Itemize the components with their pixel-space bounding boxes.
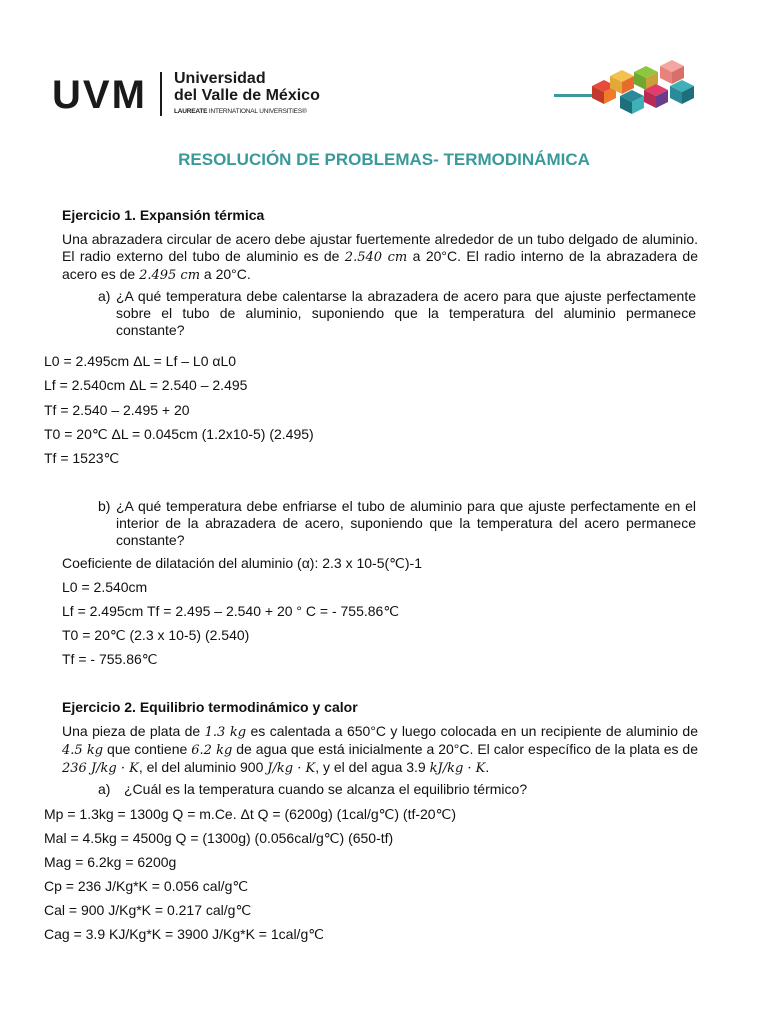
exercise-1-statement: Una abrazadera circular de acero debe ajustar fuertemente alrededor de un tubo delgado de aluminio. El radio externo del tubo de aluminio es de 2.540 cm a 20°C. El radio interno de la abrazadera de acero es de 2.495 cm a 20°C. <box>62 231 698 283</box>
logo-line-2: del Valle de México <box>174 87 320 104</box>
solution-2-line-2: Mal = 4.5kg = 4500g Q = (1300g) (0.056cal/g℃) (650-tf) <box>44 830 394 846</box>
solution-2-line-1: Mp = 1.3kg = 1300g Q = m.Ce. Δt Q = (6200g) (1cal/g℃) (tf-20℃) <box>44 806 456 822</box>
page-title: RESOLUCIÓN DE PROBLEMAS- TERMODINÁMICA <box>178 150 590 169</box>
solution-b-line-3: Lf = 2.495cm Tf = 2.495 – 2.540 + 20 ° C = - 755.86℃ <box>62 603 400 619</box>
decorative-cubes-graphic <box>552 56 712 116</box>
solution-2-line-3: Mag = 6.2kg = 6200g <box>44 854 177 870</box>
exercise-2-statement: Una pieza de plata de 1.3 kg es calentada a 650°C y luego colocada en un recipiente de aluminio de 4.5 kg que contiene 6.2 kg de agua que está inicialmente a 20°C. El calor específico de la plata es de 236 J/kg · K, el del aluminio 900 J/kg · K, y el del agua 3.9 kJ/kg · K. <box>62 723 699 776</box>
solution-a-line-5: Tf = 1523℃ <box>44 450 120 466</box>
logo-divider <box>160 72 162 116</box>
solution-a-line-4: T0 = 20℃ ΔL = 0.045cm (1.2x10-5) (2.495) <box>44 426 314 442</box>
logo-line-3: LAUREATE INTERNATIONAL UNIVERSITIES® <box>174 108 307 115</box>
question-a-label: a) <box>98 288 111 304</box>
logo-line-1: Universidad <box>174 70 266 87</box>
solution-2-line-5: Cal = 900 J/Kg*K = 0.217 cal/g℃ <box>44 902 252 918</box>
uvm-logo-wordmark: UVM <box>52 73 147 117</box>
solution-b-line-4: T0 = 20℃ (2.3 x 10-5) (2.540) <box>62 627 250 643</box>
question-a-text: ¿A qué temperatura debe calentarse la abrazadera de acero para que ajuste perfectamente sobre el tubo de aluminio, suponiendo que la temperatura del aluminio permanece constante? <box>116 288 696 338</box>
solution-2-line-4: Cp = 236 J/Kg*K = 0.056 cal/g℃ <box>44 878 249 894</box>
question-2a-label: a) <box>98 781 111 797</box>
solution-b-line-2: L0 = 2.540cm <box>62 579 148 595</box>
exercise-2-heading: Ejercicio 2. Equilibrio termodinámico y calor <box>62 699 358 715</box>
solution-b-line-5: Tf = - 755.86℃ <box>62 651 158 667</box>
solution-a-line-3: Tf = 2.540 – 2.495 + 20 <box>44 402 190 418</box>
solution-a-line-1: L0 = 2.495cm ΔL = Lf – L0 αL0 <box>44 353 237 369</box>
question-2a-text: ¿Cuál es la temperatura cuando se alcanza el equilibrio térmico? <box>124 781 528 797</box>
solution-a-line-2: Lf = 2.540cm ΔL = 2.540 – 2.495 <box>44 377 248 393</box>
solution-b-line-1: Coeficiente de dilatación del aluminio (α): 2.3 x 10-5(℃)-1 <box>62 555 422 571</box>
solution-2-line-6: Cag = 3.9 KJ/Kg*K = 3900 J/Kg*K = 1cal/g℃ <box>44 926 324 942</box>
question-b-label: b) <box>98 498 111 514</box>
question-b-text: ¿A qué temperatura debe enfriarse el tubo de aluminio para que ajuste perfectamente en el interior de la abrazadera de acero, suponiendo que la temperatura del acero permanece constante? <box>116 498 696 548</box>
exercise-1-heading: Ejercicio 1. Expansión térmica <box>62 207 265 223</box>
